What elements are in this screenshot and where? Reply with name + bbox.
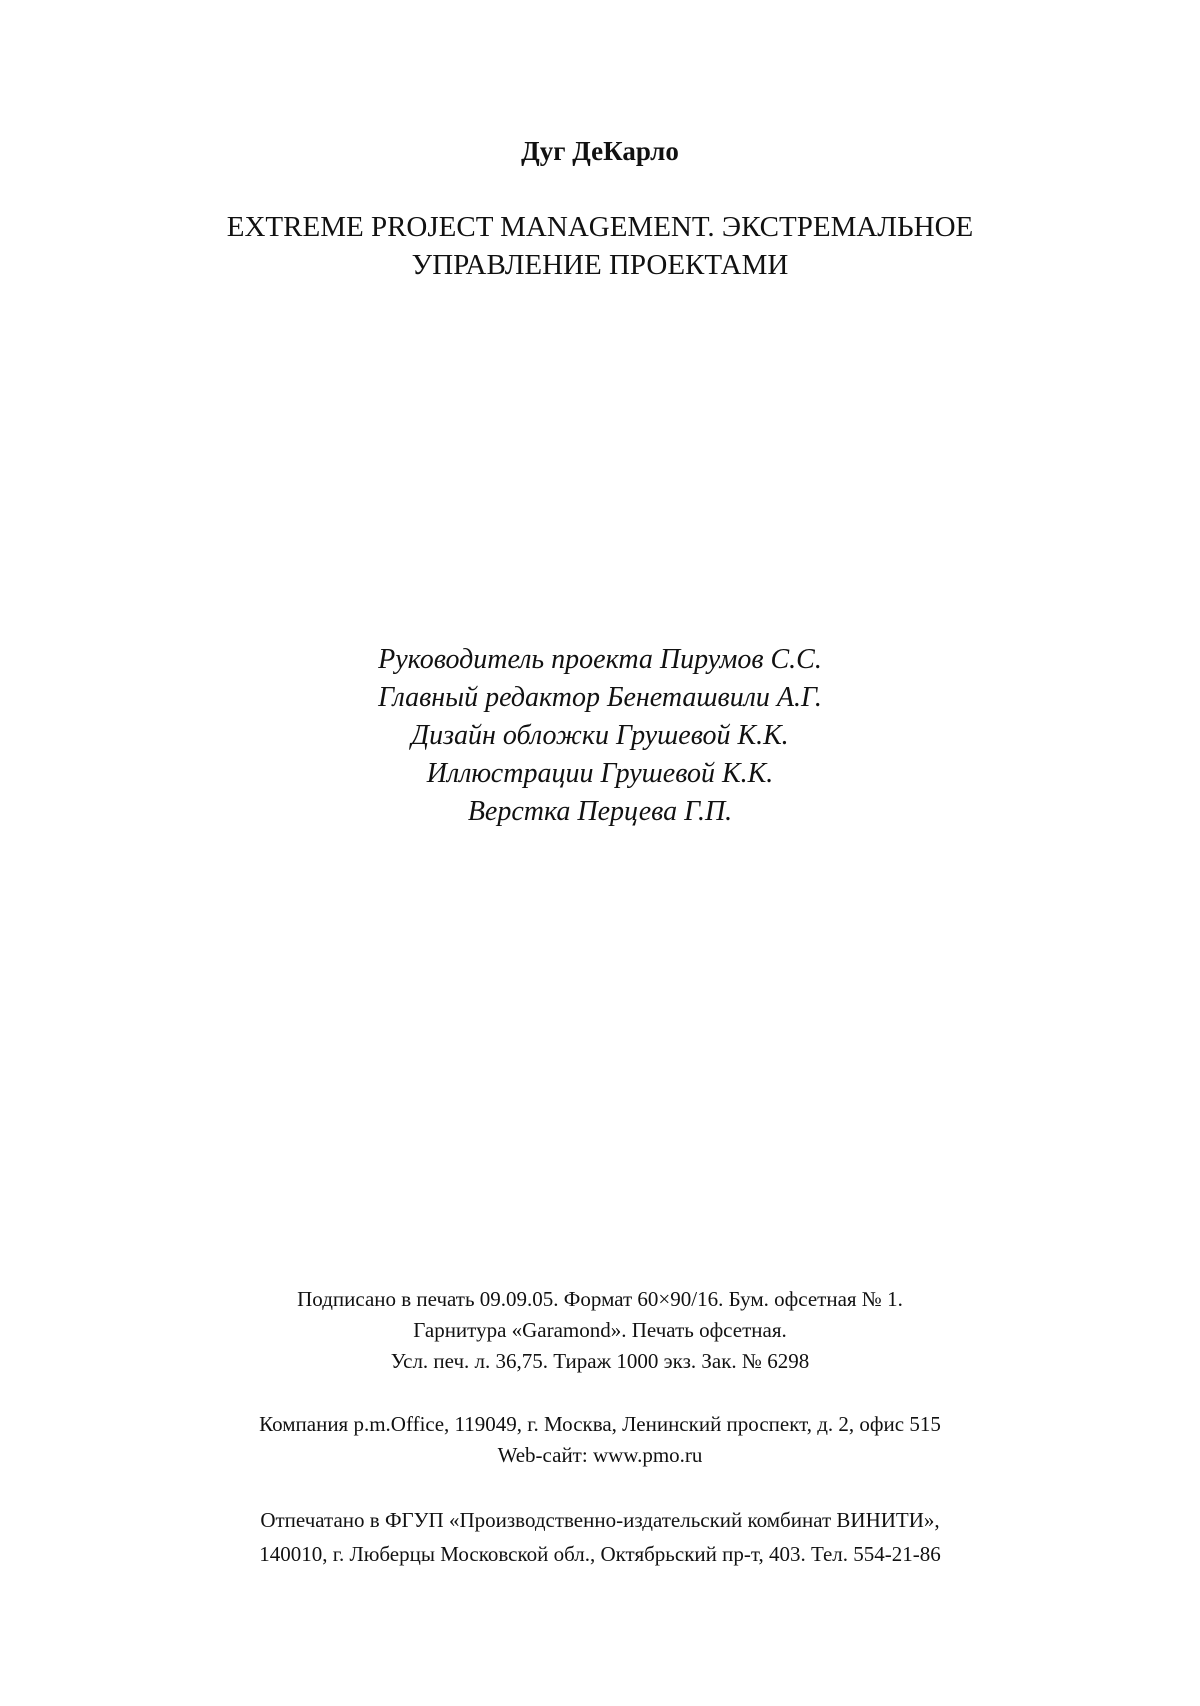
credit-project-manager: Руководитель проекта Пирумов С.С. (378, 644, 822, 675)
print-details (0, 1284, 1200, 1377)
book-author: Дуг ДеКарло (521, 136, 679, 166)
book-title-line-1: EXTREME PROJECT MANAGEMENT. ЭКСТРЕМАЛЬНОЕ (226, 211, 974, 243)
book-title (0, 208, 1200, 284)
printer-info (0, 1503, 1200, 1571)
credit-illustrations: Иллюстрации Грушевой К.К. (426, 758, 774, 789)
credits-list (0, 641, 1200, 831)
credit-chief-editor: Главный редактор Бенеташвили А.Г. (378, 682, 822, 713)
print-details-line-1: Подписано в печать 09.09.05. Формат 60×90/16. Бум. офсетная № 1. (297, 1287, 903, 1311)
printer-name: Отпечатано в ФГУП «Производственно-издательский комбинат ВИНИТИ», (260, 1508, 940, 1532)
credit-cover-design: Дизайн обложки Грушевой К.К. (411, 720, 789, 751)
credit-layout: Верстка Перцева Г.П. (467, 796, 733, 827)
publisher-address: Компания p.m.Office, 119049, г. Москва, Ленинский проспект, д. 2, офис 515 (259, 1412, 941, 1436)
book-title-line-2: УПРАВЛЕНИЕ ПРОЕКТАМИ (411, 249, 789, 281)
printer-address: 140010, г. Люберцы Московской обл., Октябрьский пр-т, 403. Тел. 554-21-86 (259, 1542, 941, 1566)
publisher-website: Web-сайт: www.pmo.ru (497, 1443, 703, 1467)
print-details-line-3: Усл. печ. л. 36,75. Тираж 1000 экз. Зак. № 6298 (390, 1349, 810, 1373)
publisher-info (0, 1409, 1200, 1471)
print-details-line-2: Гарнитура «Garamond». Печать офсетная. (413, 1318, 787, 1342)
